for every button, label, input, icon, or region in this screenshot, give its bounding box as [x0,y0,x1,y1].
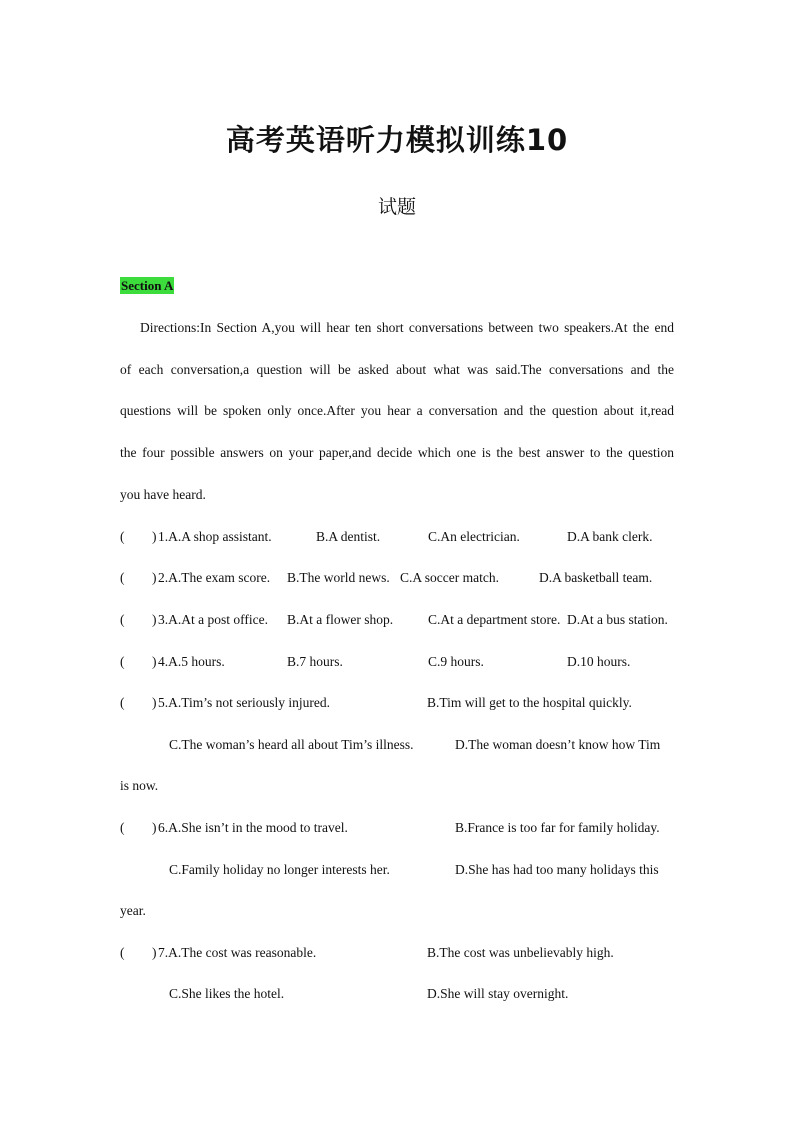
question-7 [120,943,680,963]
directions-line: the four possible answers on your paper,and decide which one is the best answer to the question [120,445,674,460]
option-b: B.Tim will get to the hospital quickly. [427,695,632,710]
directions-line: questions will be spoken only once.After you hear a conversation and the question about it,read [120,403,674,418]
option-c: C.9 hours. [428,654,484,669]
page-title: 高考英语听力模拟训练10 [225,123,569,157]
question-6-row3 [120,901,680,921]
option-c: C.The woman’s heard all about Tim’s illness. [169,737,414,752]
option-d: D.She has had too many holidays this [455,862,659,877]
option-b: B.France is too far for family holiday. [455,820,660,835]
option-d-continued: year. [120,903,146,918]
option-b: B.7 hours. [287,654,343,669]
directions-line: of each conversation,a question will be asked about what was said.The conversations and the [120,362,674,377]
question-4 [120,652,680,672]
option-b: B.At a flower shop. [287,612,394,627]
question-7-row2 [120,984,680,1004]
page-subtitle: 试题 [377,196,416,218]
answer-paren-close: ) [152,820,157,835]
option-d: D.The woman doesn’t know how Tim [455,737,661,752]
option-a: 4.A.5 hours. [158,654,225,669]
option-c: C.She likes the hotel. [169,986,285,1001]
option-a: 3.A.At a post office. [158,612,268,627]
option-a: 2.A.The exam score. [158,570,271,585]
question-6-row2 [120,860,680,880]
question-5-row3 [120,776,680,796]
answer-paren-close: ) [152,612,157,627]
question-2 [120,568,680,588]
answer-paren-close: ) [152,529,157,544]
question-3 [120,610,680,630]
answer-paren-close: ) [152,654,157,669]
directions-line: you have heard. [120,487,206,502]
option-b: B.The cost was unbelievably high. [427,945,614,960]
option-a: 5.A.Tim’s not seriously injured. [158,695,331,710]
option-a: 7.A.The cost was reasonable. [158,945,317,960]
question-5 [120,693,680,713]
option-d-continued: is now. [120,778,159,793]
section-label: Section A [121,278,174,293]
answer-paren-open: ( [120,529,125,544]
directions-line: Directions:In Section A,you will hear ten short conversations between two speakers.At the end [140,320,674,335]
option-b: B.A dentist. [316,529,381,544]
answer-paren-close: ) [152,695,157,710]
option-a: 1.A.A shop assistant. [158,529,272,544]
option-c: C.A soccer match. [400,570,499,585]
answer-paren-open: ( [120,654,125,669]
answer-paren-close: ) [152,945,157,960]
option-d: D.A bank clerk. [567,529,653,544]
answer-paren-open: ( [120,820,125,835]
answer-paren-open: ( [120,570,125,585]
option-c: C.An electrician. [428,529,520,544]
option-d: D.A basketball team. [539,570,653,585]
option-a: 6.A.She isn’t in the mood to travel. [158,820,348,835]
answer-paren-open: ( [120,612,125,627]
option-b: B.The world news. [287,570,390,585]
option-c: C.At a department store. [428,612,561,627]
answer-paren-open: ( [120,945,125,960]
option-d: D.She will stay overnight. [427,986,569,1001]
answer-paren-open: ( [120,695,125,710]
answer-paren-close: ) [152,570,157,585]
option-d: D.At a bus station. [567,612,668,627]
question-1 [120,527,680,547]
question-5-row2 [120,735,680,755]
question-6 [120,818,680,838]
option-c: C.Family holiday no longer interests her. [169,862,390,877]
option-d: D.10 hours. [567,654,631,669]
